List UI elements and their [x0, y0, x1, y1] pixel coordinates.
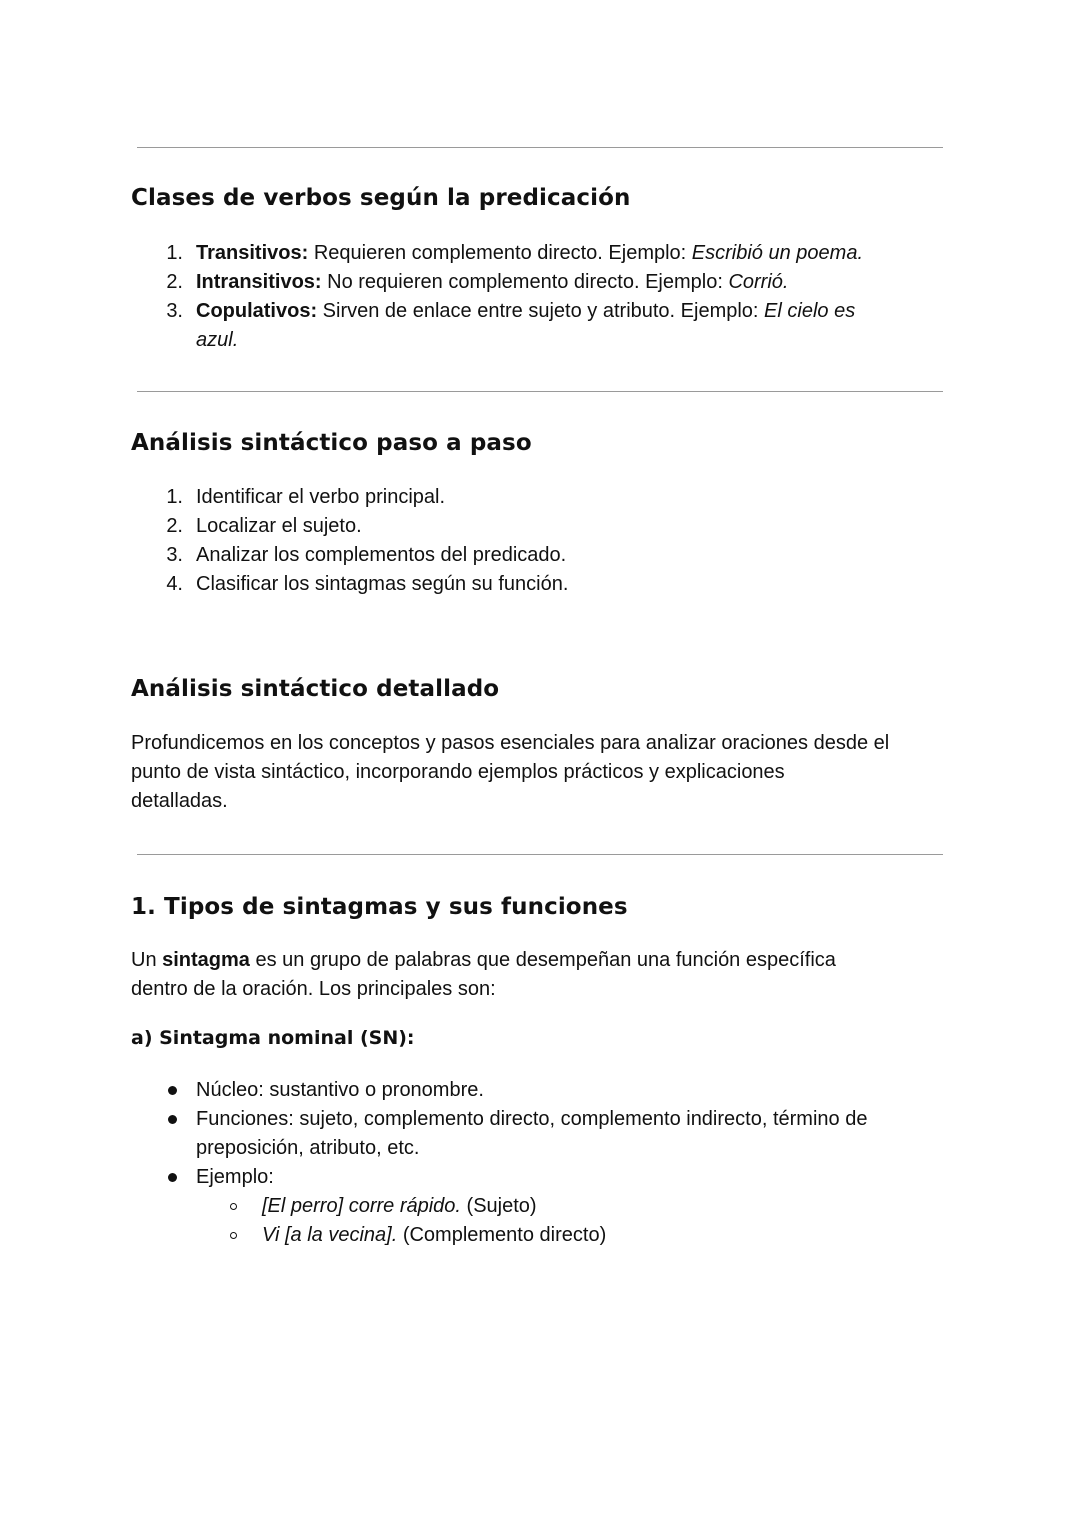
list-item	[131, 268, 863, 297]
nominal-phrase-list	[131, 1076, 867, 1250]
bullet-text: Funciones: sujeto, complemento directo, complemento indirecto, término de	[196, 1108, 868, 1130]
intro-text: dentro de la oración. Los principales son:	[131, 978, 496, 1000]
list-number: 1.	[166, 242, 183, 264]
hollow-bullet-icon	[230, 1203, 237, 1210]
verb-term: Intransitivos:	[196, 271, 322, 293]
divider	[137, 147, 943, 148]
verb-description: Requieren complemento directo. Ejemplo:	[308, 242, 692, 264]
example-note: (Sujeto)	[460, 1195, 537, 1217]
paragraph-line: detalladas.	[131, 790, 228, 812]
list-number: 3.	[166, 544, 183, 566]
list-item	[131, 570, 568, 599]
divider	[137, 391, 943, 392]
bullet-text: Ejemplo:	[196, 1166, 274, 1188]
verb-description: No requieren complemento directo. Ejemplo:	[321, 271, 729, 293]
subheading-nominal-phrase: a) Sintagma nominal (SN):	[131, 1027, 415, 1049]
section-heading-verb-classes: Clases de verbos según la predicación	[131, 185, 631, 211]
step-text: Localizar el sujeto.	[196, 515, 362, 537]
verb-example-continued: azul.	[196, 329, 239, 351]
section-heading-detailed: Análisis sintáctico detallado	[131, 676, 500, 702]
step-text: Identificar el verbo principal.	[196, 486, 446, 508]
sub-list-item	[131, 1221, 867, 1250]
list-number: 2.	[166, 271, 183, 293]
verb-classes-list	[131, 239, 863, 355]
sub-list-item	[131, 1192, 867, 1221]
list-item	[131, 541, 568, 570]
verb-term: Copulativos:	[196, 300, 318, 322]
verb-description: Sirven de enlace entre sujeto y atributo. Ejemplo:	[317, 300, 765, 322]
bullet-text: preposición, atributo, etc.	[196, 1137, 420, 1159]
intro-keyword: sintagma	[162, 949, 250, 971]
step-text: Clasificar los sintagmas según su función.	[196, 573, 569, 595]
bullet-icon	[168, 1086, 177, 1095]
list-item	[131, 1076, 867, 1105]
divider	[137, 854, 943, 855]
example-sentence: Vi [a la vecina].	[262, 1224, 398, 1246]
list-number: 3.	[166, 300, 183, 322]
verb-example: El cielo es	[764, 300, 856, 322]
intro-text: es un grupo de palabras que desempeñan una función específica	[249, 949, 836, 971]
section-heading-phrase-types: 1. Tipos de sintagmas y sus funciones	[131, 894, 628, 920]
list-item	[131, 483, 568, 512]
verb-example: Escribió un poema.	[691, 242, 863, 264]
steps-list	[131, 483, 568, 599]
step-text: Analizar los complementos del predicado.	[196, 544, 567, 566]
list-number: 2.	[166, 515, 183, 537]
list-item	[131, 512, 568, 541]
example-note: (Complemento directo)	[397, 1224, 607, 1246]
example-sentence: [El perro] corre rápido.	[262, 1195, 461, 1217]
list-number: 4.	[166, 573, 183, 595]
bullet-text: Núcleo: sustantivo o pronombre.	[196, 1079, 484, 1101]
list-item	[131, 239, 863, 268]
detailed-paragraph	[131, 729, 889, 816]
list-item	[131, 1105, 867, 1163]
list-number: 1.	[166, 486, 183, 508]
paragraph-line: Profundicemos en los conceptos y pasos esenciales para analizar oraciones desde el	[131, 732, 890, 754]
bullet-icon	[168, 1173, 177, 1182]
hollow-bullet-icon	[230, 1232, 237, 1239]
verb-example: Corrió.	[728, 271, 789, 293]
bullet-icon	[168, 1115, 177, 1124]
paragraph-line: punto de vista sintáctico, incorporando ejemplos prácticos y explicaciones	[131, 761, 785, 783]
list-item	[131, 1163, 867, 1192]
phrase-intro-paragraph	[131, 946, 836, 1004]
list-item	[131, 297, 863, 355]
intro-text: Un	[131, 949, 163, 971]
section-heading-steps: Análisis sintáctico paso a paso	[131, 430, 532, 456]
verb-term: Transitivos:	[196, 242, 309, 264]
